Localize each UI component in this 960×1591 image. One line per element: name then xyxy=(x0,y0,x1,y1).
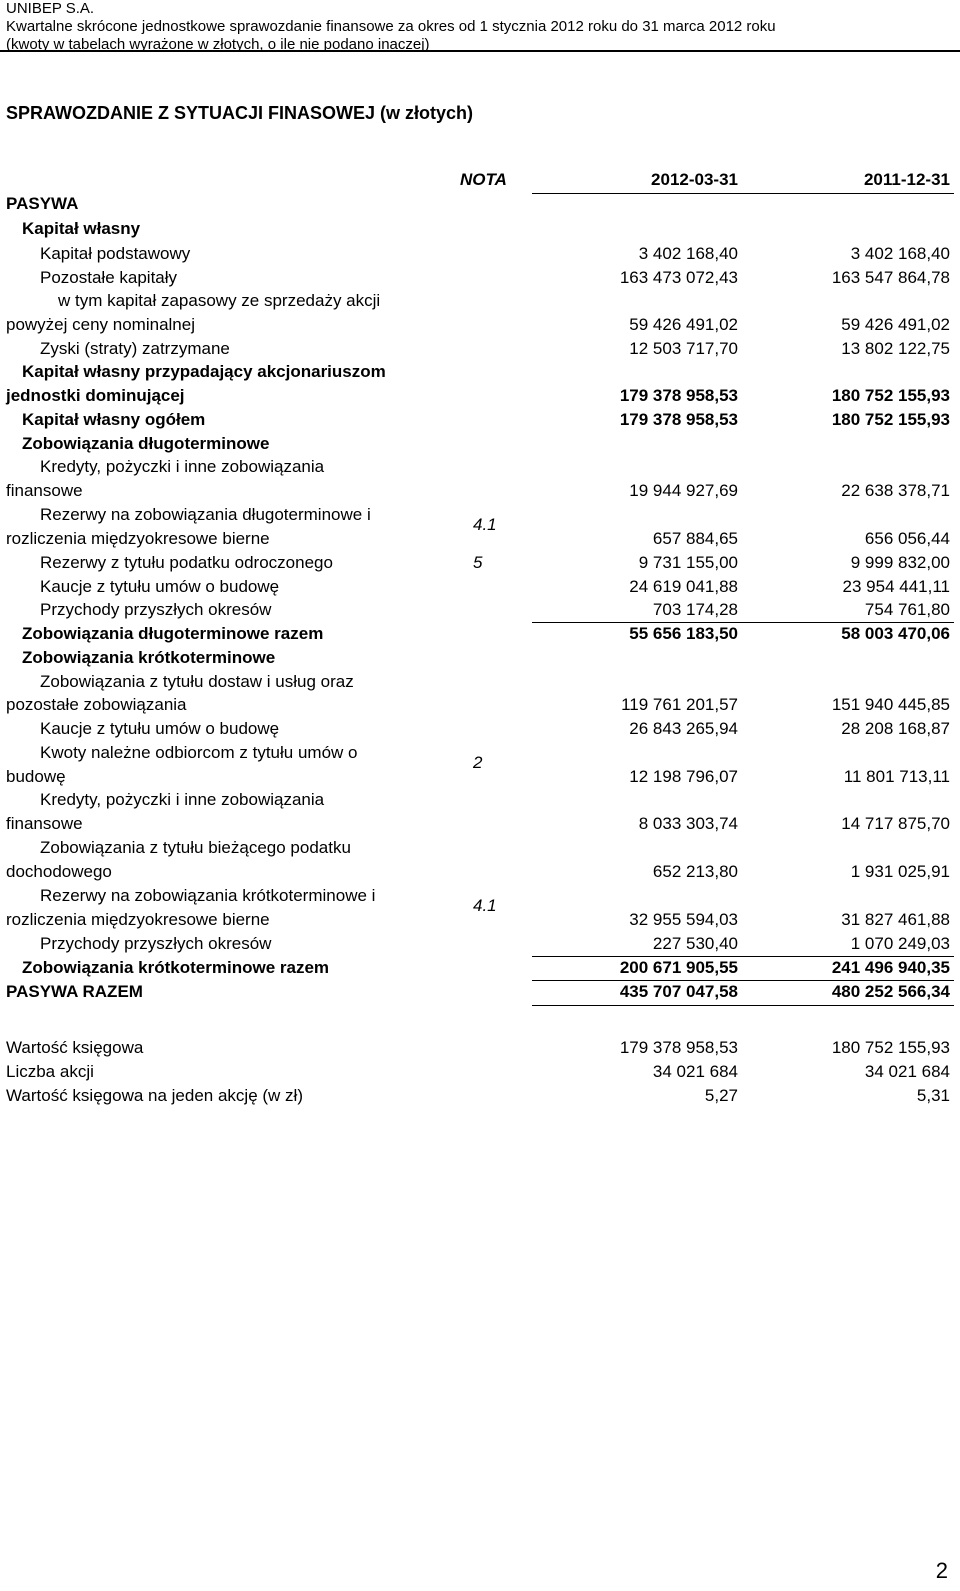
value-2011: 1 931 025,91 xyxy=(850,862,950,881)
row-label: Zobowiązania krótkoterminowe razem xyxy=(22,958,330,977)
total-rule xyxy=(532,1005,954,1006)
value-2011: 656 056,44 xyxy=(864,529,950,548)
value-2012: 163 473 072,43 xyxy=(619,268,738,287)
value-2011: 28 208 168,87 xyxy=(841,719,950,738)
value-2011: 1 070 249,03 xyxy=(850,934,950,953)
row-label: Rezerwy z tytułu podatku odroczonego xyxy=(40,553,333,572)
row-label: finansowe xyxy=(6,814,83,833)
document-header xyxy=(6,0,776,54)
row-label: Kaucje z tytułu umów o budowę xyxy=(40,719,280,738)
row-label: Rezerwy na zobowiązania długoterminowe i xyxy=(40,505,371,524)
value-2011: 480 252 566,34 xyxy=(831,982,950,1001)
row-label: Wartość księgowa na jeden akcję (w zł) xyxy=(6,1086,303,1105)
value-2012: 179 378 958,53 xyxy=(619,1038,738,1057)
nota-value: 4.1 xyxy=(473,515,497,534)
value-2011: 3 402 168,40 xyxy=(850,244,950,263)
row-label: Zobowiązania z tytułu dostaw i usług oraz xyxy=(40,672,354,691)
row-label: pozostałe zobowiązania xyxy=(6,695,187,714)
column-header-rule xyxy=(532,193,954,194)
value-2011: 241 496 940,35 xyxy=(831,958,950,977)
value-2012: 179 378 958,53 xyxy=(619,410,738,429)
row-label: w tym kapitał zapasowy ze sprzedaży akcji xyxy=(58,291,381,310)
row-label: Liczba akcji xyxy=(6,1062,94,1081)
value-2011: 163 547 864,78 xyxy=(831,268,950,287)
value-2012: 3 402 168,40 xyxy=(638,244,738,263)
value-2012: 32 955 594,03 xyxy=(629,910,738,929)
header-line-1: Kwartalne skrócone jednostkowe sprawozdanie finansowe za okres od 1 stycznia 2012 roku do 31 marca 2012 roku xyxy=(6,18,776,35)
subtotal-rule xyxy=(532,622,954,623)
company-name: UNIBEP S.A. xyxy=(6,0,95,17)
row-label: Zobowiązania krótkoterminowe xyxy=(22,648,276,667)
value-2012: 435 707 047,58 xyxy=(619,982,738,1001)
column-date-2: 2011-12-31 xyxy=(863,170,950,189)
value-2011: 180 752 155,93 xyxy=(831,1038,950,1057)
value-2012: 12 503 717,70 xyxy=(629,339,738,358)
value-2012: 703 174,28 xyxy=(652,600,738,619)
row-label: rozliczenia międzyokresowe bierne xyxy=(6,910,270,929)
page-number: 2 xyxy=(935,1558,948,1583)
row-label: powyżej ceny nominalnej xyxy=(6,315,195,334)
nota-value: 2 xyxy=(473,753,483,772)
value-2011: 22 638 378,71 xyxy=(841,481,950,500)
row-label: Kapitał własny ogółem xyxy=(22,410,206,429)
value-2012: 12 198 796,07 xyxy=(629,767,738,786)
value-2011: 31 827 461,88 xyxy=(841,910,950,929)
row-label: Pozostałe kapitały xyxy=(40,268,178,287)
nota-value: 4.1 xyxy=(473,896,497,915)
total-rule xyxy=(532,980,954,981)
value-2012: 24 619 041,88 xyxy=(629,577,738,596)
row-label: Zobowiązania długoterminowe razem xyxy=(22,624,324,643)
row-label: finansowe xyxy=(6,481,83,500)
header-rule xyxy=(0,50,960,52)
row-label: Zobowiązania długoterminowe xyxy=(22,434,270,453)
row-label: Kredyty, pożyczki i inne zobowiązania xyxy=(40,790,325,809)
value-2012: 19 944 927,69 xyxy=(629,481,738,500)
value-2012: 227 530,40 xyxy=(652,934,738,953)
row-label: Kredyty, pożyczki i inne zobowiązania xyxy=(40,457,325,476)
row-label: Przychody przyszłych okresów xyxy=(40,600,272,619)
row-label: dochodowego xyxy=(6,862,112,881)
row-label: Kwoty należne odbiorcom z tytułu umów o xyxy=(40,743,358,762)
value-2012: 26 843 265,94 xyxy=(629,719,738,738)
subtotal-rule xyxy=(532,956,954,957)
value-2012: 5,27 xyxy=(704,1086,738,1105)
value-2011: 180 752 155,93 xyxy=(831,386,950,405)
value-2011: 34 021 684 xyxy=(864,1062,950,1081)
value-2011: 59 426 491,02 xyxy=(841,315,950,334)
value-2012: 55 656 183,50 xyxy=(629,624,738,643)
value-2011: 13 802 122,75 xyxy=(841,339,950,358)
value-2012: 200 671 905,55 xyxy=(619,958,738,977)
row-label: Kaucje z tytułu umów o budowę xyxy=(40,577,280,596)
row-label: Zyski (straty) zatrzymane xyxy=(40,339,230,358)
column-date-1: 2012-03-31 xyxy=(651,170,738,189)
row-label: rozliczenia międzyokresowe bierne xyxy=(6,529,270,548)
value-2011: 58 003 470,06 xyxy=(841,624,950,643)
value-2011: 9 999 832,00 xyxy=(850,553,950,572)
page-title: SPRAWOZDANIE Z SYTUACJI FINASOWEJ (w złotych) xyxy=(6,103,474,123)
row-label: Kapitał podstawowy xyxy=(40,244,191,263)
row-label: Wartość księgowa xyxy=(6,1038,144,1057)
value-2011: 23 954 441,11 xyxy=(842,577,950,596)
row-label: Zobowiązania z tytułu bieżącego podatku xyxy=(40,838,351,857)
row-label: Kapitał własny xyxy=(22,219,141,238)
value-2012: 8 033 303,74 xyxy=(638,814,738,833)
value-2012: 657 884,65 xyxy=(652,529,738,548)
nota-value: 5 xyxy=(473,553,483,572)
value-2012: 9 731 155,00 xyxy=(638,553,738,572)
value-2012: 179 378 958,53 xyxy=(619,386,738,405)
value-2011: 5,31 xyxy=(916,1086,950,1105)
value-2012: 119 761 201,57 xyxy=(621,695,738,714)
row-label: Przychody przyszłych okresów xyxy=(40,934,272,953)
value-2012: 59 426 491,02 xyxy=(629,315,738,334)
row-label: PASYWA RAZEM xyxy=(6,982,143,1001)
row-label: Rezerwy na zobowiązania krótkoterminowe i xyxy=(40,886,376,905)
row-label: Kapitał własny przypadający akcjonariuszom xyxy=(22,362,386,381)
value-2011: 151 940 445,85 xyxy=(831,695,950,714)
row-label: budowę xyxy=(6,767,66,786)
value-2011: 754 761,80 xyxy=(864,600,950,619)
value-2012: 652 213,80 xyxy=(652,862,738,881)
row-label: jednostki dominującej xyxy=(6,386,185,405)
value-2011: 180 752 155,93 xyxy=(831,410,950,429)
value-2011: 11 801 713,11 xyxy=(843,767,950,786)
value-2011: 14 717 875,70 xyxy=(841,814,950,833)
value-2012: 34 021 684 xyxy=(652,1062,738,1081)
row-label: PASYWA xyxy=(6,194,79,213)
column-nota: NOTA xyxy=(460,170,507,189)
header-line-2: (kwoty w tabelach wyrażone w złotych, o ile nie podano inaczej) xyxy=(6,36,430,53)
